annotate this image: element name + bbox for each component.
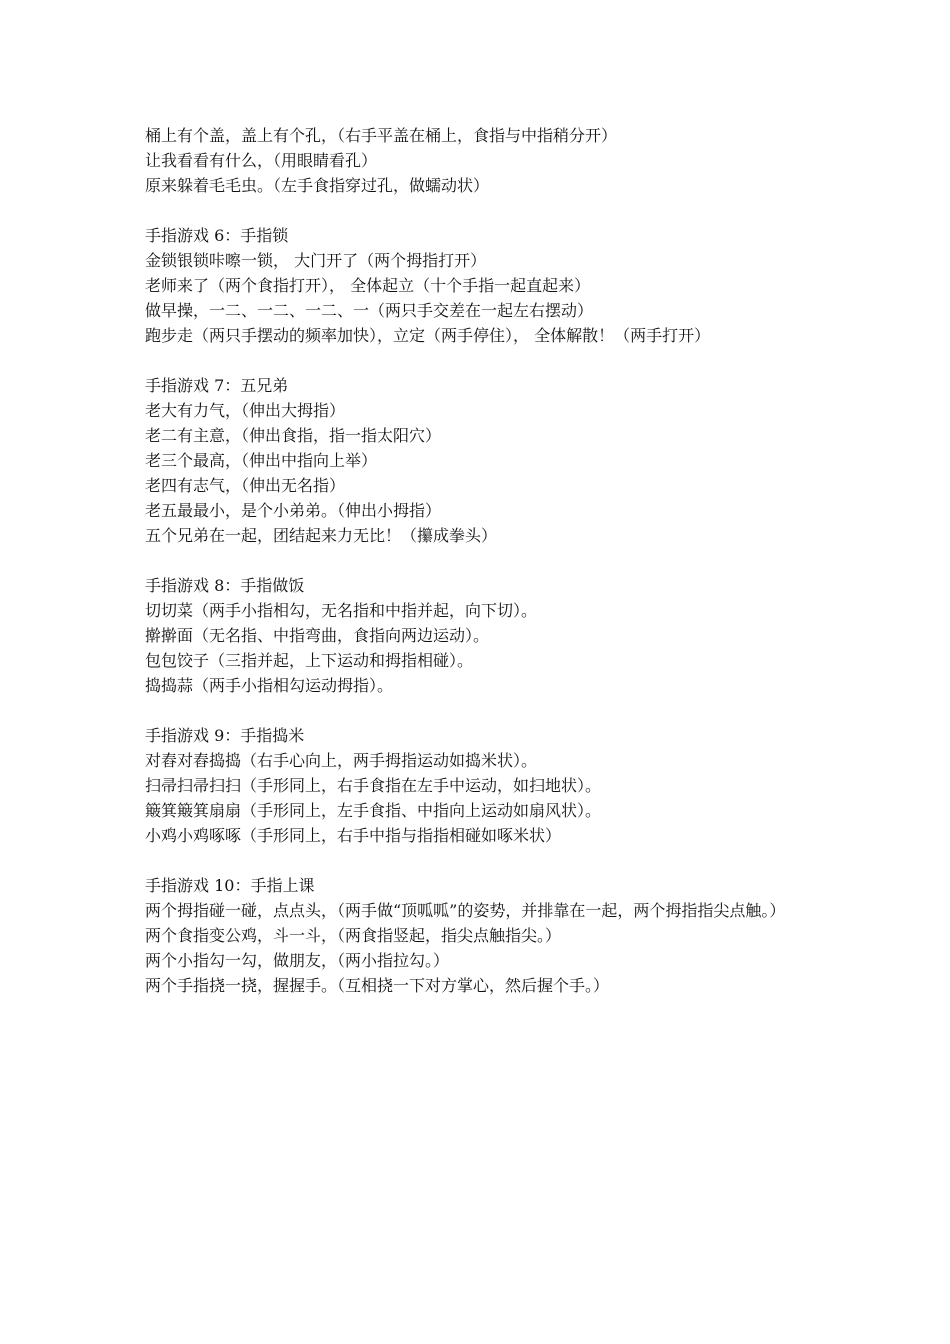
text-line: 老师来了（两个食指打开）， 全体起立（十个手指一起直起来） [145, 276, 591, 295]
text-line: 捣捣蒜（两手小指相勾运动拇指）。 [145, 676, 394, 695]
text-line: 五个兄弟在一起，团结起来力无比！（攥成拳头） [145, 526, 498, 545]
section-heading-game8: 手指游戏 8：手指做饭 [145, 576, 305, 595]
text-line: 簸箕簸箕扇扇（手形同上，左手食指、中指向上运动如扇风状）。 [145, 801, 602, 820]
text-line: 老五最最小，是个小弟弟。（伸出小拇指） [145, 501, 442, 520]
text-line: 跑步走（两只手摆动的频率加快），立定（两手停住）， 全体解散！（两手打开） [145, 326, 711, 345]
text-line: 擀擀面（无名指、中指弯曲，食指向两边运动）。 [145, 626, 490, 645]
text-line: 老大有力气，（伸出大拇指） [145, 401, 346, 420]
section-heading-game10: 手指游戏 10：手指上课 [145, 876, 315, 895]
text-line: 两个食指变公鸡，斗一斗，（两食指竖起，指尖点触指尖。） [145, 926, 562, 945]
text-line: 包包饺子（三指并起，上下运动和拇指相碰）。 [145, 651, 474, 670]
text-line: 切切菜（两手小指相勾，无名指和中指并起，向下切）。 [145, 601, 538, 620]
text-line: 老二有主意，（伸出食指，指一指太阳穴） [145, 426, 442, 445]
text-line: 原来躲着毛毛虫。（左手食指穿过孔，做蠕动状） [145, 176, 490, 195]
paragraph-gap [145, 548, 815, 573]
paragraph-gap [145, 348, 815, 373]
paragraph-gap [145, 698, 815, 723]
section-heading-game9: 手指游戏 9：手指捣米 [145, 726, 305, 745]
paragraph-gap [145, 848, 815, 873]
text-line: 扫帚扫帚扫扫（手形同上，右手食指在左手中运动，如扫地状）。 [145, 776, 602, 795]
section-heading-game7: 手指游戏 7：五兄弟 [145, 376, 289, 395]
text-line: 让我看看有什么，（用眼睛看孔） [145, 151, 378, 170]
paragraph-gap [145, 198, 815, 223]
text-line: 老三个最高，（伸出中指向上举） [145, 451, 378, 470]
text-line: 两个手指挠一挠，握握手。（互相挠一下对方掌心，然后握个手。） [145, 976, 610, 995]
text-line: 做早操，一二、一二、一二、一（两只手交差在一起左右摆动） [145, 301, 594, 320]
text-line: 对舂对舂捣捣（右手心向上，两手拇指运动如捣米状）。 [145, 751, 538, 770]
section-heading-game6: 手指游戏 6：手指锁 [145, 226, 289, 245]
text-line: 两个小指勾一勾，做朋友，（两小指拉勾。） [145, 951, 450, 970]
text-line: 两个拇指碰一碰，点点头，（两手做“顶呱呱”的姿势，并排靠在一起，两个拇指指尖点触。） [145, 901, 786, 920]
text-line: 小鸡小鸡啄啄（手形同上，右手中指与指指相碰如啄米状） [145, 826, 562, 845]
document-body [145, 123, 815, 998]
text-line: 金锁银锁咔嚓一锁， 大门开了（两个拇指打开） [145, 251, 487, 270]
text-line: 老四有志气，（伸出无名指） [145, 476, 346, 495]
text-line: 桶上有个盖，盖上有个孔，（右手平盖在桶上，食指与中指稍分开） [145, 126, 618, 145]
